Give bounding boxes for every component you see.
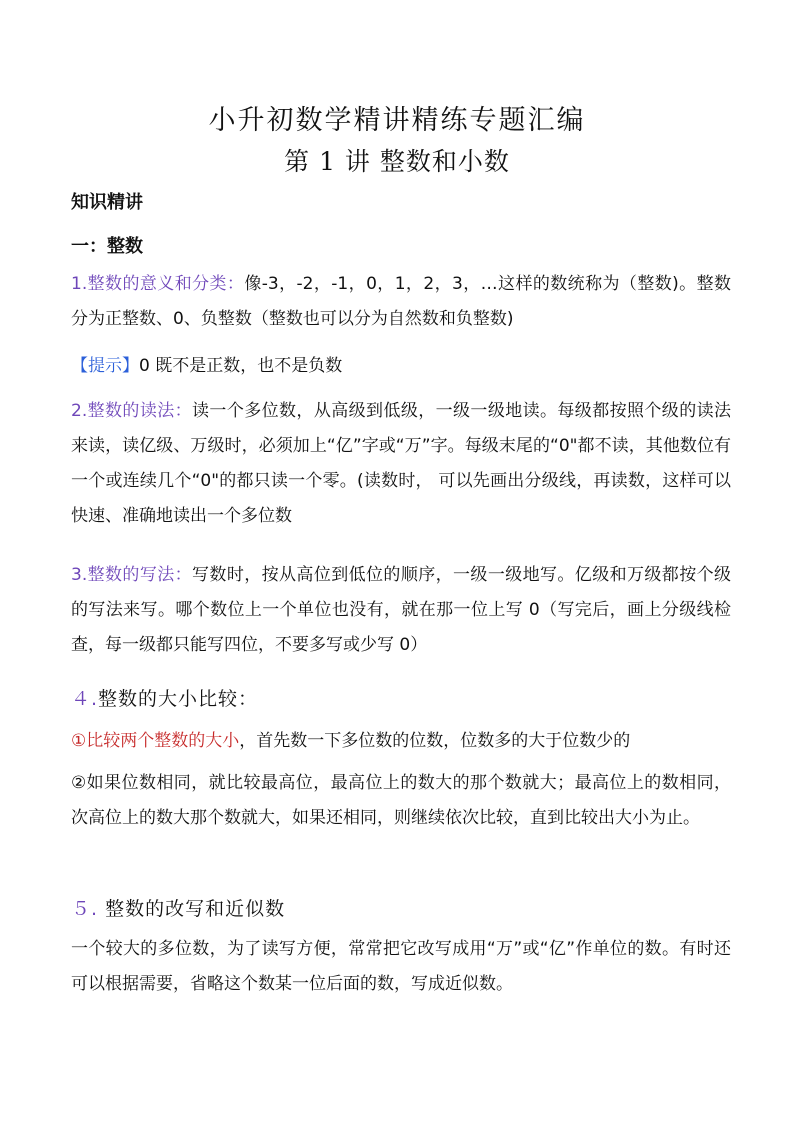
item-1-number: 1. (71, 274, 88, 294)
item-3-text: 写数时，按从高位到低位的顺序，一级一级地写。亿级和万级都按个级的写法来写。哪个数位上一个单位也没有，就在那一位上写 0（写完后，画上分级线检查，每一级都只能写四位，不要多写或少写 0） (71, 565, 732, 655)
item-3-label: 整数的写法： (87, 565, 193, 585)
document-title: 小升初数学精讲精练专题汇编 (208, 105, 586, 136)
item-4-heading (71, 684, 258, 711)
item-3-paragraph (71, 558, 731, 663)
section-heading-knowledge: 知识精讲 (71, 192, 143, 213)
item-5-number: ５. (71, 898, 99, 920)
item-5-label: 整数的改写和近似数 (98, 898, 286, 920)
lecture-title: 第 1 讲 整数和小数 (284, 147, 510, 176)
item-2-text: 读一个多位数，从高级到低级，一级一级地读。每级都按照个级的读法来读，读亿级、万级时，必须加上“亿”字或“万”字。每级末尾的“0"都不读，其他数位有一个或连续几个“0"的都只读一个零。(读数时， 可以先画出分级线，再读数，这样可以快速、准确地读出一个多位数 (71, 401, 732, 526)
tip-label: 【提示】 (71, 356, 139, 376)
item-1-paragraph (71, 267, 731, 337)
item-1-text: 像-3，-2，-1，0，1，2，3，…这样的数统称为（整数)。整数分为正整数、0、负整数（整数也可以分为自然数和负整数) (71, 274, 731, 329)
item-5-paragraph: 一个较大的多位数，为了读写方便，常常把它改写成用“万”或“亿”作单位的数。有时还可以根据需要，省略这个数某一位后面的数，写成近似数。 (71, 939, 731, 994)
item-5-heading (71, 894, 285, 921)
item-3-number: 3. (71, 565, 88, 585)
tip-text: 0 既不是正数，也不是负数 (139, 356, 343, 376)
tip-paragraph (71, 349, 731, 384)
compare-rule-1 (71, 724, 731, 759)
item-2-label: 整数的读法： (87, 401, 193, 421)
item-4-number: ４. (71, 688, 99, 710)
item-2-number: 2. (71, 401, 88, 421)
compare-rule-1-emphasis: ①比较两个整数的大小 (71, 731, 240, 751)
item-2-paragraph (71, 394, 731, 534)
section-heading-integers: 一：整数 (71, 236, 143, 257)
compare-rule-2: ②如果位数相同，就比较最高位，最高位上的数大的那个数就大；最高位上的数相同，次高位上的数大那个数就大，如果还相同，则继续依次比较，直到比较出大小为止。 (71, 773, 731, 828)
item-4-label: 整数的大小比较： (98, 688, 259, 710)
item-1-label: 整数的意义和分类： (87, 274, 245, 294)
compare-rule-1-text: ，首先数一下多位数的位数，位数多的大于位数少的 (239, 731, 631, 751)
